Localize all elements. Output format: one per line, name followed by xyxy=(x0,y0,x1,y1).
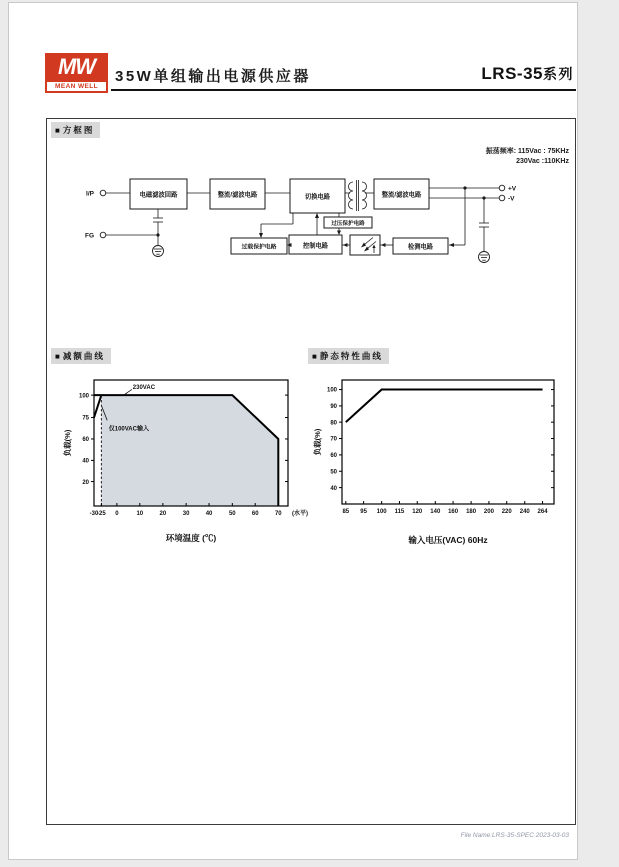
block-diagram xyxy=(47,171,577,293)
block-olp-label: 过载保护电路 xyxy=(241,244,277,251)
bullet-icon: ■ xyxy=(55,126,60,135)
svg-text:10: 10 xyxy=(136,511,144,517)
x-axis-label: 输入电压(VAC) 60Hz xyxy=(408,535,488,545)
transformer-icon xyxy=(349,180,367,211)
svg-text:95: 95 xyxy=(360,509,367,515)
datasheet-page xyxy=(8,2,578,860)
section-label: 减额曲线 xyxy=(62,351,105,361)
ip-terminal-icon xyxy=(100,190,106,196)
svg-text:(水平): (水平) xyxy=(292,511,308,517)
bullet-icon: ■ xyxy=(55,352,60,361)
block-switching-label: 切换电路 xyxy=(304,193,331,201)
page-title: 35W单组输出电源供应器 xyxy=(115,68,311,85)
fg-terminal-icon xyxy=(100,232,106,238)
v-minus-terminal-icon xyxy=(499,195,505,201)
svg-text:-30: -30 xyxy=(89,511,99,517)
series-suffix: 系列 xyxy=(543,66,574,82)
earth-ground-icon-left xyxy=(153,246,164,257)
svg-text:40: 40 xyxy=(205,511,213,517)
bullet-icon: ■ xyxy=(312,352,317,361)
svg-text:85: 85 xyxy=(342,509,350,515)
block-emi-filter-label: 电磁滤波回路 xyxy=(139,191,178,199)
svg-text:264: 264 xyxy=(537,509,548,515)
svg-text:20: 20 xyxy=(82,479,89,486)
svg-text:90: 90 xyxy=(330,404,337,411)
section-title-derating xyxy=(51,348,111,364)
logo-mw-icon: MW xyxy=(57,54,96,79)
series-model: LRS-35 xyxy=(481,64,543,83)
svg-text:120: 120 xyxy=(412,509,423,515)
annotation: 仅100VAC输入 xyxy=(108,426,149,433)
svg-text:60: 60 xyxy=(251,511,259,517)
svg-text:220: 220 xyxy=(501,509,512,515)
svg-text:115: 115 xyxy=(394,509,405,515)
series-load-vs-input-voltage xyxy=(346,390,543,423)
content-frame xyxy=(46,118,576,825)
block-rectifier-filter-2-label: 整流/滤波电路 xyxy=(381,191,422,199)
section-title-block-diagram xyxy=(51,122,100,138)
oscillator-frequency-note xyxy=(486,147,569,167)
svg-text:40: 40 xyxy=(82,458,89,465)
svg-text:70: 70 xyxy=(274,511,282,517)
svg-text:0: 0 xyxy=(115,511,119,517)
svg-text:30: 30 xyxy=(182,511,190,517)
terminal-vplus-label: +V xyxy=(508,185,517,193)
svg-text:200: 200 xyxy=(483,509,494,515)
static-characteristic-chart xyxy=(310,368,568,548)
block-ovp-label: 过压保护电路 xyxy=(331,221,365,227)
svg-text:50: 50 xyxy=(330,469,337,476)
svg-text:100: 100 xyxy=(376,509,387,515)
block-rectifier-filter-1-label: 整流/滤波电路 xyxy=(217,191,258,199)
section-label: 方框图 xyxy=(62,125,95,135)
svg-text:40: 40 xyxy=(330,485,337,492)
y-axis-label: 负载(%) xyxy=(313,428,322,456)
svg-text:20: 20 xyxy=(159,511,167,517)
annotation: 230VAC xyxy=(132,384,156,391)
svg-text:160: 160 xyxy=(448,509,459,515)
logo-brand-text: MEAN WELL xyxy=(47,82,106,91)
svg-text:100: 100 xyxy=(326,387,337,394)
meanwell-logo xyxy=(45,53,108,93)
header-divider xyxy=(111,89,576,91)
terminal-vminus-label: -V xyxy=(508,195,515,203)
terminal-ip-label: I/P xyxy=(86,190,94,198)
file-name-note: File Name:LRS-35-SPEC 2023-03-03 xyxy=(460,832,569,839)
earth-ground-icon-right xyxy=(479,252,490,263)
svg-text:140: 140 xyxy=(430,509,441,515)
svg-text:75: 75 xyxy=(82,415,89,422)
terminal-fg-label: FG xyxy=(84,232,94,240)
y-axis-label: 负载(%) xyxy=(63,429,72,457)
svg-text:180: 180 xyxy=(466,509,477,515)
derating-curve-chart xyxy=(60,368,310,546)
x-axis-label: 环境温度 (℃) xyxy=(165,533,217,543)
svg-text:-25: -25 xyxy=(97,511,106,517)
block-control-label: 控制电路 xyxy=(302,242,329,250)
series-仅100VAC输入 xyxy=(94,395,101,417)
block-detection-label: 检测电路 xyxy=(407,243,434,251)
svg-text:240: 240 xyxy=(519,509,530,515)
svg-text:100: 100 xyxy=(78,393,89,400)
osc-freq-line2: 230Vac :110KHz xyxy=(516,158,569,165)
series-title xyxy=(481,64,574,84)
v-plus-terminal-icon xyxy=(499,185,505,191)
section-label: 静态特性曲线 xyxy=(319,351,383,361)
svg-text:60: 60 xyxy=(330,453,337,460)
svg-text:70: 70 xyxy=(330,436,337,443)
svg-text:50: 50 xyxy=(228,511,236,517)
osc-freq-line1: 振荡频率: 115Vac : 75KHz xyxy=(485,148,569,155)
svg-text:80: 80 xyxy=(330,420,337,427)
section-title-static xyxy=(308,348,389,364)
svg-text:60: 60 xyxy=(82,437,89,444)
